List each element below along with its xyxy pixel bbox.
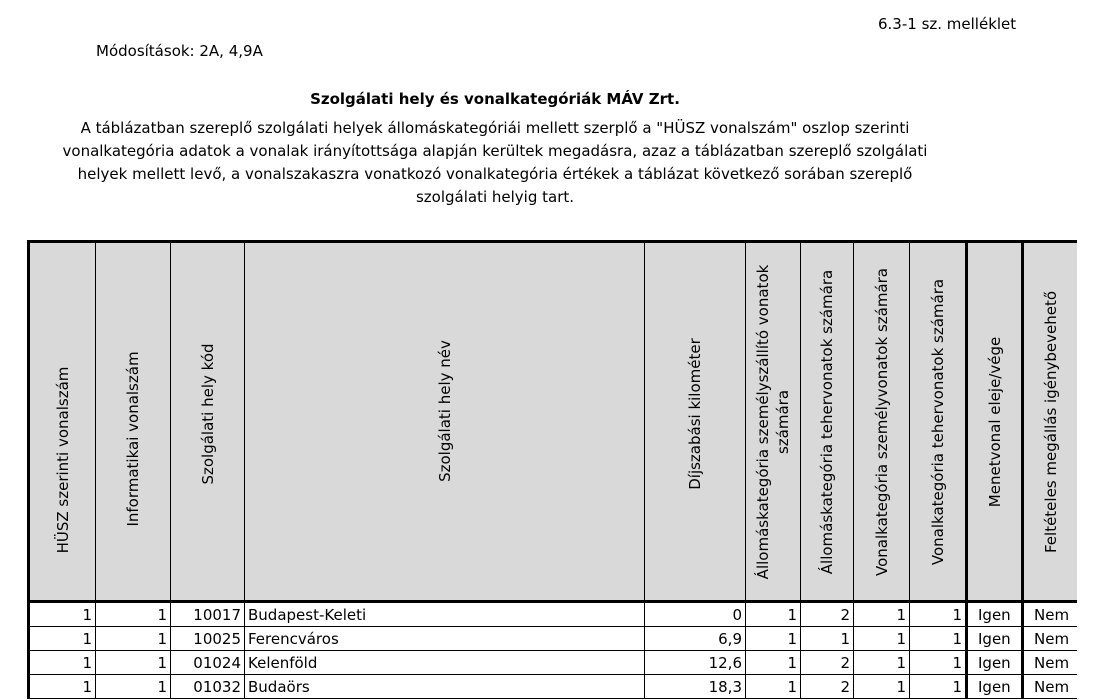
column-header-endpoint [967, 242, 1023, 602]
column-header-line-passenger [854, 242, 910, 602]
intro-line: A táblázatban szereplő szolgálati helyek állomáskategóriái mellett szerplő a "HÜSZ vonalszám" oszlop szerinti [80, 119, 910, 137]
cell-station-passenger: 1 [746, 602, 801, 627]
column-header-label: Menetvonal eleje/vége [985, 336, 1004, 507]
modifications-label: Módosítások: 2A, 4,9A [96, 42, 263, 60]
column-header-label-line: Állomáskategória személyszállító vonatok [754, 264, 772, 579]
intro-line: helyek mellett levő, a vonalszakaszra vonatkozó vonalkategória értékek a táblázat következő sorában szereplő [77, 165, 913, 183]
cell-line-passenger: 1 [854, 651, 910, 675]
station-table-container [27, 240, 1077, 700]
cell-km: 6,9 [645, 627, 746, 651]
table-row [29, 675, 1078, 699]
cell-endpoint: Igen [967, 651, 1023, 675]
cell-husz: 1 [29, 651, 96, 675]
cell-info: 1 [96, 675, 171, 699]
cell-line-freight: 1 [910, 602, 967, 627]
cell-endpoint: Igen [967, 627, 1023, 651]
column-header-conditional [1023, 242, 1078, 602]
station-table [27, 240, 1077, 699]
cell-line-freight: 1 [910, 627, 967, 651]
cell-husz: 1 [29, 675, 96, 699]
column-header-station-passenger [746, 242, 801, 602]
column-header-label: Informatikai vonalszám [124, 351, 142, 527]
column-header-label: Feltételes megállás igénybevehető [1041, 290, 1060, 553]
column-header-station-freight [801, 242, 854, 602]
column-header-km [645, 242, 746, 602]
cell-station-passenger: 1 [746, 627, 801, 651]
cell-line-passenger: 1 [854, 675, 910, 699]
intro-paragraph [22, 117, 968, 209]
annex-label: 6.3-1 sz. melléklet [878, 15, 1017, 33]
cell-code: 10025 [171, 627, 245, 651]
column-header-label-line: számára [774, 389, 792, 454]
cell-info: 1 [96, 627, 171, 651]
cell-name: Kelenföld [245, 651, 645, 675]
cell-conditional: Nem [1023, 602, 1078, 627]
cell-husz: 1 [29, 627, 96, 651]
column-header-label: Állomáskategória tehervonatok számára [818, 269, 836, 574]
cell-station-freight: 2 [801, 651, 854, 675]
column-header-line-freight [910, 242, 967, 602]
cell-conditional: Nem [1023, 651, 1078, 675]
cell-code: 01032 [171, 675, 245, 699]
column-header-info [96, 242, 171, 602]
cell-code: 10017 [171, 602, 245, 627]
column-header-code [171, 242, 245, 602]
cell-station-freight: 2 [801, 675, 854, 699]
column-header-label: Vonalkategória tehervonatok számára [928, 278, 947, 565]
column-header-label: HÜSZ szerinti vonalszám [53, 366, 72, 554]
column-header-husz [29, 242, 96, 602]
cell-name: Budapest-Keleti [245, 602, 645, 627]
cell-station-freight: 1 [801, 627, 854, 651]
table-header-row [29, 242, 1078, 602]
intro-line: vonalkategória adatok a vonalak irányítottsága alapján kerültek megadásra, azaz a táblázatban szereplő szolgálati [62, 142, 928, 160]
column-header-label: Díjszabási kilométer [686, 338, 704, 491]
cell-name: Ferencváros [245, 627, 645, 651]
column-header-name [245, 242, 645, 602]
cell-conditional: Nem [1023, 675, 1078, 699]
cell-km: 12,6 [645, 651, 746, 675]
cell-line-freight: 1 [910, 651, 967, 675]
cell-km: 0 [645, 602, 746, 627]
cell-line-passenger: 1 [854, 627, 910, 651]
cell-husz: 1 [29, 602, 96, 627]
cell-conditional: Nem [1023, 627, 1078, 651]
cell-line-passenger: 1 [854, 602, 910, 627]
cell-endpoint: Igen [967, 675, 1023, 699]
cell-line-freight: 1 [910, 675, 967, 699]
table-row [29, 602, 1078, 627]
cell-endpoint: Igen [967, 602, 1023, 627]
column-header-label: Vonalkategória személyvonatok számára [872, 267, 891, 576]
table-row [29, 651, 1078, 675]
column-header-label [753, 264, 793, 579]
column-header-label: Szolgálati hely kód [198, 343, 217, 485]
table-row [29, 627, 1078, 651]
document-title: Szolgálati hely és vonalkategóriák MÁV Zrt. [310, 90, 680, 108]
cell-km: 18,3 [645, 675, 746, 699]
cell-station-freight: 2 [801, 602, 854, 627]
cell-code: 01024 [171, 651, 245, 675]
cell-station-passenger: 1 [746, 675, 801, 699]
intro-line: szolgálati helyig tart. [415, 188, 575, 206]
cell-info: 1 [96, 602, 171, 627]
column-header-label: Szolgálati hely név [435, 339, 454, 482]
cell-info: 1 [96, 651, 171, 675]
cell-station-passenger: 1 [746, 651, 801, 675]
cell-name: Budaörs [245, 675, 645, 699]
